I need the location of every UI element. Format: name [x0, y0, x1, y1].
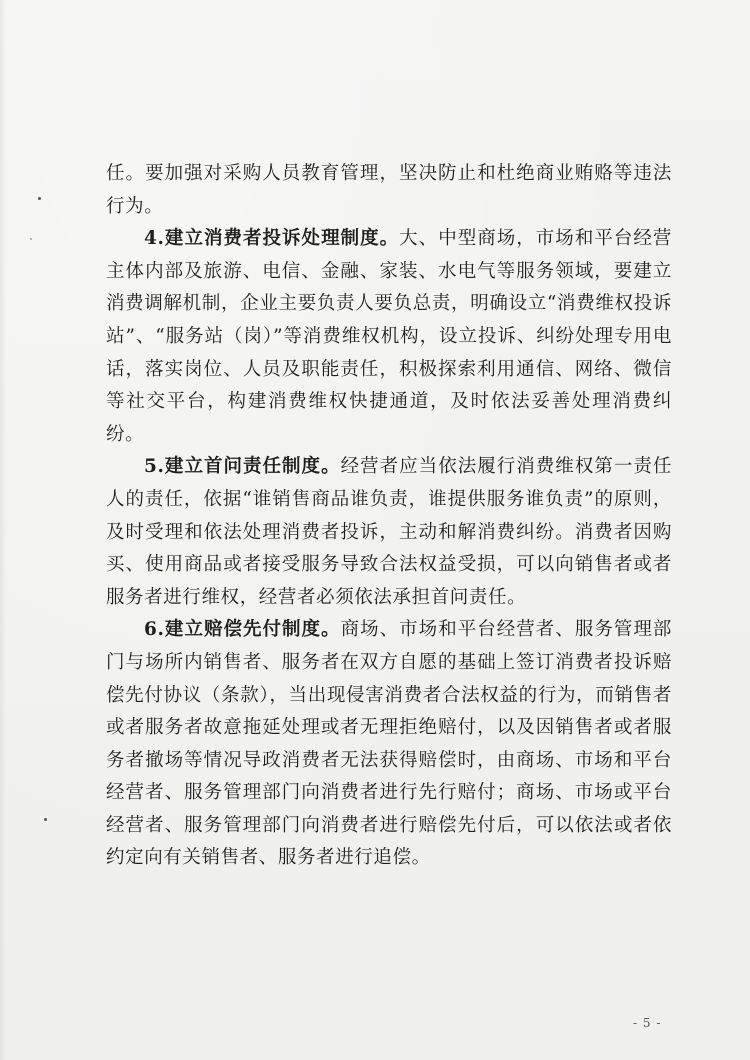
- paragraph-heading: 4.建立消费者投诉处理制度。: [144, 228, 400, 250]
- paragraph-first-inquiry: [106, 451, 672, 614]
- paragraph-text: 经营者应当依法履行消费维权第一责任人的责任，依据“谁销售商品谁负责，谁提供服务谁负责”的原则，及时受理和依法处理消费者投诉，主动和解消费纠纷。消费者因购买、使用商品或者接受服务导致合法权益受损，可以向销售者或者服务者进行维权，经营者必须依法承担首问责任。: [106, 456, 673, 608]
- paragraph-heading: 6.建立赔偿先付制度。: [144, 619, 341, 641]
- scan-shadow-edge: [0, 0, 6, 1060]
- paragraph-text: 商场、市场和平台经营者、服务管理部门与场所内销售者、服务者在双方自愿的基础上签订消费者投诉赔偿先付协议（条款），当出现侵害消费者合法权益的行为，而销售者或者服务者故意拖延处理或者无理拒绝赔付，以及因销售者或者服务者撤场等情况导政消费者无法获得赔偿时，由商场、市场和平台经营者、服务管理部门向消费者进行先行赔付；商场、市场或平台经营者、服务管理部门向消费者进行赔偿先付后，可以依法或者依约定向有关销售者、服务者进行追偿。: [106, 619, 673, 869]
- paragraph-heading: 5.建立首问责任制度。: [144, 456, 341, 478]
- scan-speck: [44, 818, 47, 821]
- paragraph-continuation: [106, 158, 672, 223]
- paragraph-advance-compensation: [106, 614, 672, 875]
- scan-speck: [38, 197, 41, 200]
- paragraph-complaint-handling: [106, 223, 672, 451]
- paragraph-text: 大、中型商场，市场和平台经营主体内部及旅游、电信、金融、家装、水电气等服务领域，要建立消费调解机制，企业主要负责人要负总责，明确设立“消费维权投诉站”、“服务站（岗）”等消费维权机构，设立投诉、纠纷处理专用电话，落实岗位、人员及职能责任，积极探索利用通信、网络、微信等社交平台，构建消费维权快捷通道，及时依法妥善处理消费纠纷。: [106, 228, 672, 445]
- paragraph-text: 任。要加强对采购人员教育管理，坚决防止和杜绝商业贿赂等违法行为。: [106, 163, 672, 217]
- page-number: - 5 -: [633, 1016, 662, 1030]
- scan-speck: [30, 238, 32, 240]
- document-body: [106, 158, 672, 875]
